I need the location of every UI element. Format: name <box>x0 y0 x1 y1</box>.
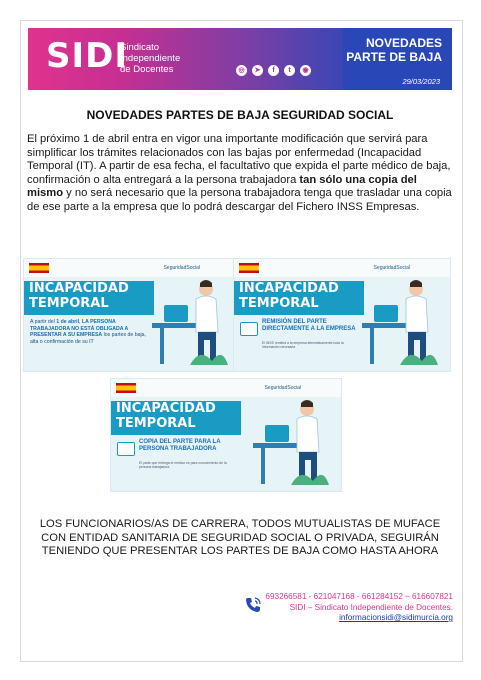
spain-flag-icon <box>239 263 259 273</box>
sidi-logo: SIDI <box>46 36 129 76</box>
phone-icon <box>244 596 262 614</box>
worker-at-desk-illustration <box>251 397 331 487</box>
contact-email-link[interactable]: informacionsidi@sidimurcia.org <box>339 613 453 622</box>
spain-flag-icon <box>29 263 49 273</box>
poster-text-part: los partes de baja, alta o confirmación de su IT <box>30 332 146 345</box>
poster-text-bold: LA PERSONA TRABAJADORA NO ESTÁ OBLIGADA A PRESENTAR A SU EMPRESA <box>30 319 129 339</box>
poster-title-line: INCAPACIDAD <box>239 281 339 296</box>
poster-incapacidad-2 <box>233 258 451 372</box>
poster-title <box>234 281 364 315</box>
header-title-line: PARTE DE BAJA <box>346 50 442 64</box>
poster-text-part: A partir del <box>30 319 57 325</box>
org-name <box>120 42 240 75</box>
paragraph-bold: tan sólo una copia del mismo <box>27 173 417 200</box>
poster-remision <box>240 319 362 347</box>
poster-title <box>111 401 241 435</box>
instagram-icon[interactable]: ◎ <box>236 65 247 76</box>
worker-at-desk-illustration <box>150 277 230 367</box>
poster-title-line: TEMPORAL <box>29 296 109 311</box>
paragraph-text: y no será necesario que la persona trabajadora tenga que trasladar una copia de ese parte a la empresa que lo podrá descargar del Fichero INSS Empresas. <box>27 187 452 213</box>
poster-remision-title: REMISIÓN DEL PARTE DIRECTAMENTE A LA EMPRESA <box>262 319 356 332</box>
poster-text-bold: 1 de abril <box>56 319 80 325</box>
facebook-icon[interactable]: f <box>268 65 279 76</box>
twitter-icon[interactable]: t <box>284 65 295 76</box>
body-paragraph <box>27 133 455 215</box>
header-date: 29/03/2023 <box>402 77 440 86</box>
social-icons <box>236 65 311 76</box>
header-title-line: NOVEDADES <box>365 36 442 50</box>
seguridad-social-logo: SeguridadSocial <box>373 265 410 271</box>
poster-title <box>24 281 154 315</box>
document-title: NOVEDADES PARTES DE BAJA SEGURIDAD SOCIAL <box>86 108 394 122</box>
header-banner <box>28 28 452 90</box>
seguridad-social-logo: SeguridadSocial <box>264 385 301 391</box>
web-icon[interactable]: ◉ <box>300 65 311 76</box>
header-title-block <box>343 28 452 90</box>
contact-org: SIDI – Sindicato Independiente de Docentes. <box>289 602 453 612</box>
document-icon <box>240 322 258 336</box>
muface-notice: LOS FUNCIONARIOS/AS DE CARRERA, TODOS MUTUALISTAS DE MUFACE CON ENTIDAD SANITARIA DE SEGURIDAD SOCIAL O PRIVADA, SEGUIRÁN TENIENDO QUE PRESENTAR LOS PARTES DE BAJA COMO HASTA AHORA <box>39 518 441 557</box>
poster-title-line: TEMPORAL <box>239 296 319 311</box>
contact-phones: 693266581 - 621047168 - 661284152 – 616607821 <box>265 592 453 601</box>
org-line: de Docentes <box>120 64 174 75</box>
spain-flag-icon <box>116 383 136 393</box>
poster-incapacidad-1 <box>23 258 241 372</box>
poster-title-line: INCAPACIDAD <box>29 281 129 296</box>
poster-topbar <box>234 259 450 277</box>
document-icon <box>117 442 135 456</box>
poster-copia-title: COPIA DEL PARTE PARA LA PERSONA TRABAJADORA <box>139 439 221 452</box>
poster-copia-note: El parte que entrega el médico es para conocimiento de la persona trabajadora <box>139 461 227 469</box>
poster-topbar <box>24 259 240 277</box>
poster-incapacidad-3 <box>110 378 342 492</box>
poster-text <box>30 319 150 345</box>
poster-copia <box>117 439 239 467</box>
contact-block <box>265 592 453 624</box>
poster-remision-note: El INSS remitirá a la empresa telemáticamente toda la información necesaria <box>262 341 344 349</box>
org-line: Sindicato <box>120 42 160 53</box>
poster-title-line: TEMPORAL <box>116 416 196 431</box>
poster-title-line: INCAPACIDAD <box>116 401 216 416</box>
telegram-icon[interactable]: ➤ <box>252 65 263 76</box>
org-line: Independiente <box>120 53 181 64</box>
header-title <box>346 36 442 64</box>
header-brand <box>28 28 343 90</box>
paragraph-text: El próximo 1 de abril entra en vigor una importante modificación que servirá para simplificar los trámites relacionados con las bajas por enfermedad (Incapacidad Temporal (IT). A partir de esa fecha, el facultativo que expida el parte médico de baja, confirmación o alta entregará a la persona trabajadora <box>27 133 451 186</box>
poster-text-part: , <box>79 319 82 325</box>
worker-at-desk-illustration <box>360 277 440 367</box>
seguridad-social-logo: SeguridadSocial <box>163 265 200 271</box>
poster-topbar <box>111 379 341 397</box>
